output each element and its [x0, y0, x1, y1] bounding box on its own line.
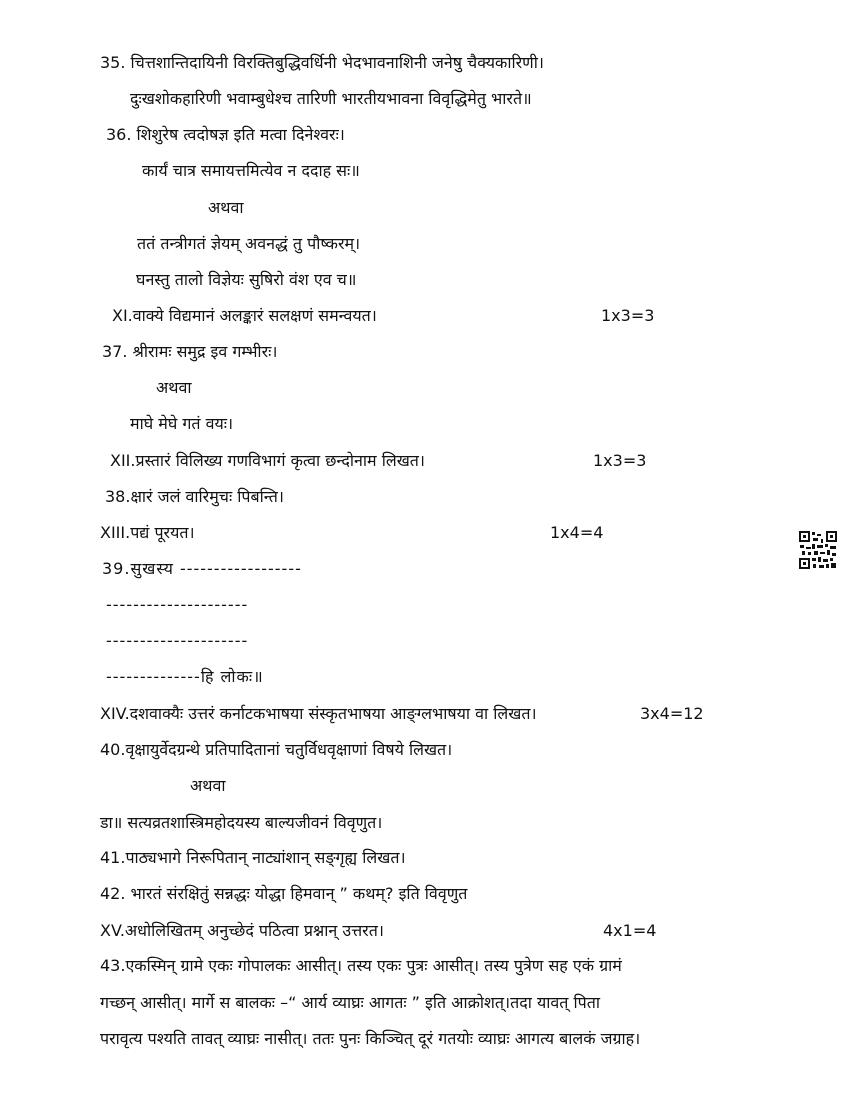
athava-3: अथवा — [190, 776, 226, 795]
question-36-line-2: कार्यं चात्र समायत्तमित्येव न ददाह सः॥ — [142, 161, 360, 180]
question-39-line-1: 39.सुखस्य ------------------ — [102, 559, 302, 578]
passage-line-2: गच्छन् आसीत्। मार्गे स बालकः –“ आर्य व्याघ्रः आगतः ” इति आक्रोशत्।तदा यावत् पिता — [100, 993, 600, 1012]
section-xiii-heading: XIII.पद्यं पूरयत। — [100, 523, 195, 542]
question-39-line-3: --------------------- — [106, 631, 249, 650]
question-36-alt-line-2: घनस्तु तालो विज्ञेयः सुषिरो वंश एव च॥ — [136, 270, 357, 289]
question-40-alt: डा॥ सत्यव्रतशास्त्रिमहोदयस्य बाल्यजीवनं विवृणुत। — [100, 813, 383, 832]
section-xv-marks: 4x1=4 — [603, 921, 657, 940]
question-39-line-4: --------------हि लोकः॥ — [106, 667, 264, 686]
section-xiii-marks: 1x4=4 — [550, 523, 604, 542]
section-xi-marks: 1x3=3 — [601, 306, 655, 325]
section-xiv-marks: 3x4=12 — [640, 704, 704, 723]
section-xii-heading: XII.प्रस्तारं विलिख्य गणविभागं कृत्वा छन्दोनाम लिखत। — [110, 451, 425, 470]
athava-2: अथवा — [156, 378, 192, 397]
question-37-alt: माघे मेघे गतं वयः। — [130, 414, 234, 433]
passage-line-1: 43.एकस्मिन् ग्रामे एकः गोपालकः आसीत्। तस्य एकः पुत्रः आसीत्। तस्य पुत्रेण सह एकं ग्रामं — [100, 956, 622, 975]
section-xv-heading: XV.अधोलिखितम् अनुच्छेदं पठित्वा प्रश्नान् उत्तरत। — [100, 921, 384, 940]
question-35-line-2: दुःखशोकहारिणी भवाम्बुधेश्च तारिणी भारतीयभावना विवृद्धिमेतु भारते॥ — [130, 89, 532, 108]
question-40: 40.वृक्षायुर्वेदग्रन्थे प्रतिपादितानां चतुर्विधवृक्षाणां विषये लिखत। — [100, 740, 453, 759]
question-41: 41.पाठ्यभागे निरूपितान् नाट्यांशान् सङ्गृह्य लिखत। — [100, 848, 406, 867]
section-xiv-heading: XIV.दशवाक्यैः उत्तरं कर्नाटकभाषया संस्कृतभाषया आङ्ग्लभाषया वा लिखत। — [100, 704, 537, 723]
section-xi-heading: XI.वाक्ये विद्यमानं अलङ्कारं सलक्षणं समन्वयत। — [112, 306, 377, 325]
question-35-line-1: 35. चित्तशान्तिदायिनी विरक्तिबुद्धिवर्धिनी भेदभावनाशिनी जनेषु चैक्यकारिणी। — [100, 53, 544, 72]
question-36-alt-line-1: ततं तन्त्रीगतं ज्ञेयम् अवनद्धं तु पौष्करम्। — [137, 234, 361, 253]
question-37: 37. श्रीरामः समुद्र इव गम्भीरः। — [102, 342, 278, 361]
section-xii-marks: 1x3=3 — [593, 451, 647, 470]
athava-1: अथवा — [208, 198, 244, 217]
qr-code-icon — [798, 530, 838, 570]
passage-line-3: परावृत्य पश्यति तावत् व्याघ्रः नासीत्। ततः पुनः किञ्चित् दूरं गतयोः व्याघ्रः आगत्य बालकं जग्राह। — [100, 1029, 641, 1048]
question-38: 38.क्षारं जलं वारिमुचः पिबन्ति। — [105, 487, 284, 506]
question-42: 42. भारतं संरक्षितुं सन्नद्धः योद्धा हिमवान् ” कथम्? इति विवृणुत — [100, 884, 468, 903]
question-36-line-1: 36. शिशुरेष त्वदोषज्ञ इति मत्वा दिनेश्वरः। — [106, 125, 345, 144]
question-39-line-2: --------------------- — [106, 595, 249, 614]
